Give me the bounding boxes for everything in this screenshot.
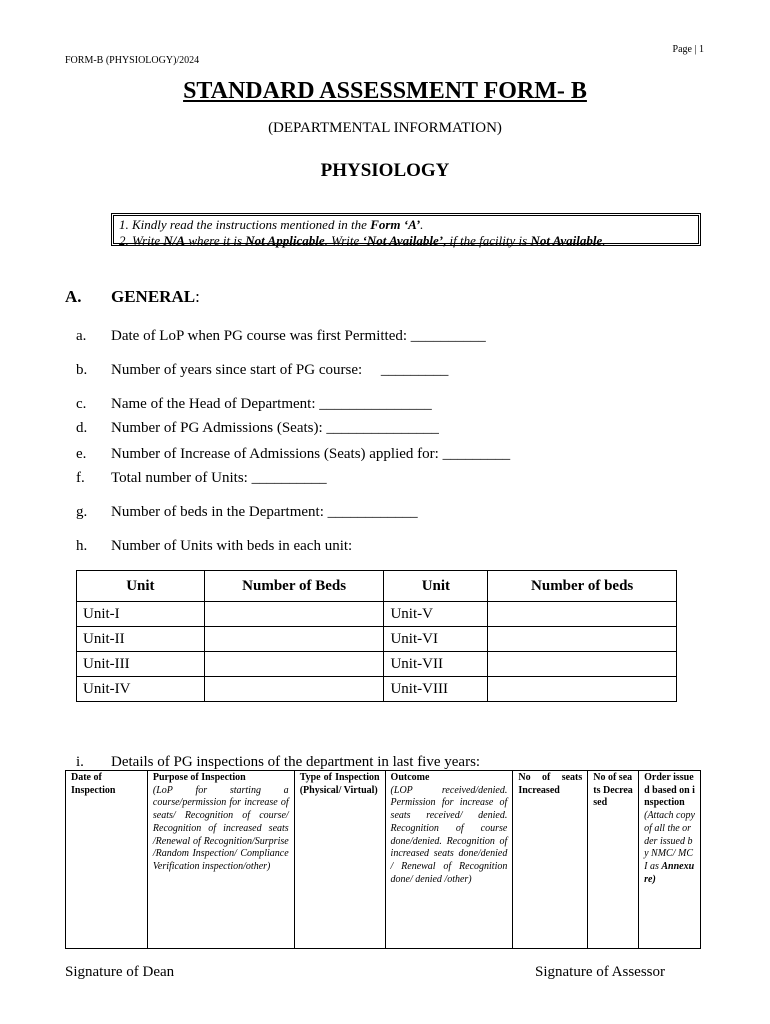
- unit-cell: Unit-VI: [384, 627, 488, 652]
- question-text: Total number of Units: __________: [111, 470, 327, 486]
- question-label: a.: [76, 328, 87, 344]
- question-label: f.: [76, 470, 85, 486]
- question-label: c.: [76, 396, 87, 412]
- subject-heading: PHYSIOLOGY: [320, 160, 450, 181]
- beds-cell[interactable]: [204, 652, 384, 677]
- table-row: [77, 627, 677, 652]
- instructions-box: [111, 213, 701, 246]
- unit-cell: Unit-I: [77, 602, 205, 627]
- beds-cell[interactable]: [488, 652, 677, 677]
- page-number: Page | 1: [672, 44, 704, 55]
- unit-cell: Unit-IV: [77, 677, 205, 702]
- unit-cell: Unit-VIII: [384, 677, 488, 702]
- order-issued-header: Order issued based on inspection (Attach copy of all the order issued by NMC/ MCI as Annexure): [639, 771, 701, 949]
- units-beds-table: [76, 570, 677, 702]
- question-label: d.: [76, 420, 88, 436]
- date-of-inspection-header: Date of Inspection: [66, 771, 148, 949]
- unit-cell: Unit-II: [77, 627, 205, 652]
- section-letter: A.: [65, 287, 82, 306]
- type-header: Type of Inspection (Physical/ Virtual): [294, 771, 385, 949]
- question-text: Name of the Head of Department: _______________: [111, 396, 432, 412]
- question-text: Number of years since start of PG course: _________: [111, 362, 449, 378]
- table-row: [77, 677, 677, 702]
- outcome-header: Outcome (LOP received/denied. Permission for increase of seats received/ denied. Recognition of course done/denied. Recognition of increased seats done/denied / Renewal of Recognition done/ denied /other): [385, 771, 513, 949]
- question-label: i.: [76, 754, 84, 770]
- unit-cell: Unit-III: [77, 652, 205, 677]
- signature-assessor: Signature of Assessor: [535, 964, 665, 980]
- purpose-header: Purpose of Inspection (LoP for starting a course/permission for increase of seats/ Recognition of course/ Recognition of increased seats /Renewal of Recognition/Surprise /Random Inspection/ Compliance Verification inspection/other): [147, 771, 294, 949]
- signature-dean: Signature of Dean: [65, 964, 175, 980]
- instruction-2: 2. Write N/A where it is Not Applicable. Write ‘Not Available’, if the facility is Not Available.: [119, 233, 606, 248]
- question-label: g.: [76, 504, 88, 520]
- seats-increased-header: No of seats Increased: [513, 771, 588, 949]
- table-row: [66, 771, 701, 949]
- question-text: Number of Increase of Admissions (Seats) applied for: _________: [111, 446, 511, 462]
- question-text: Date of LoP when PG course was first Permitted: __________: [111, 328, 486, 344]
- question-text: Details of PG inspections of the department in last five years:: [111, 754, 481, 770]
- form-code: FORM-B (PHYSIOLOGY)/2024: [65, 55, 200, 66]
- unit-cell: Unit-V: [384, 602, 488, 627]
- question-label: e.: [76, 446, 87, 462]
- beds-cell[interactable]: [488, 627, 677, 652]
- inspections-table: [65, 770, 701, 949]
- section-title: GENERAL:: [111, 287, 200, 306]
- question-text: Number of beds in the Department: ____________: [111, 504, 418, 520]
- table-row: [77, 602, 677, 627]
- unit-cell: Unit-VII: [384, 652, 488, 677]
- seats-decreased-header: No of seats Decreased: [588, 771, 639, 949]
- instruction-1: 1. Kindly read the instructions mentioned in the Form ‘A’.: [119, 217, 424, 232]
- column-header: Number of Beds: [204, 571, 384, 602]
- beds-cell[interactable]: [488, 677, 677, 702]
- table-row: [77, 652, 677, 677]
- column-header: Unit: [384, 571, 488, 602]
- question-label: b.: [76, 362, 88, 378]
- beds-cell[interactable]: [204, 602, 384, 627]
- page-subtitle: (DEPARTMENTAL INFORMATION): [268, 120, 502, 136]
- beds-cell[interactable]: [204, 627, 384, 652]
- beds-cell[interactable]: [204, 677, 384, 702]
- question-text: Number of PG Admissions (Seats): _______________: [111, 420, 439, 436]
- question-label: h.: [76, 538, 88, 554]
- beds-cell[interactable]: [488, 602, 677, 627]
- page-title: STANDARD ASSESSMENT FORM- B: [183, 78, 587, 104]
- column-header: Unit: [77, 571, 205, 602]
- question-text: Number of Units with beds in each unit:: [111, 538, 353, 554]
- table-header-row: [77, 571, 677, 602]
- column-header: Number of beds: [488, 571, 677, 602]
